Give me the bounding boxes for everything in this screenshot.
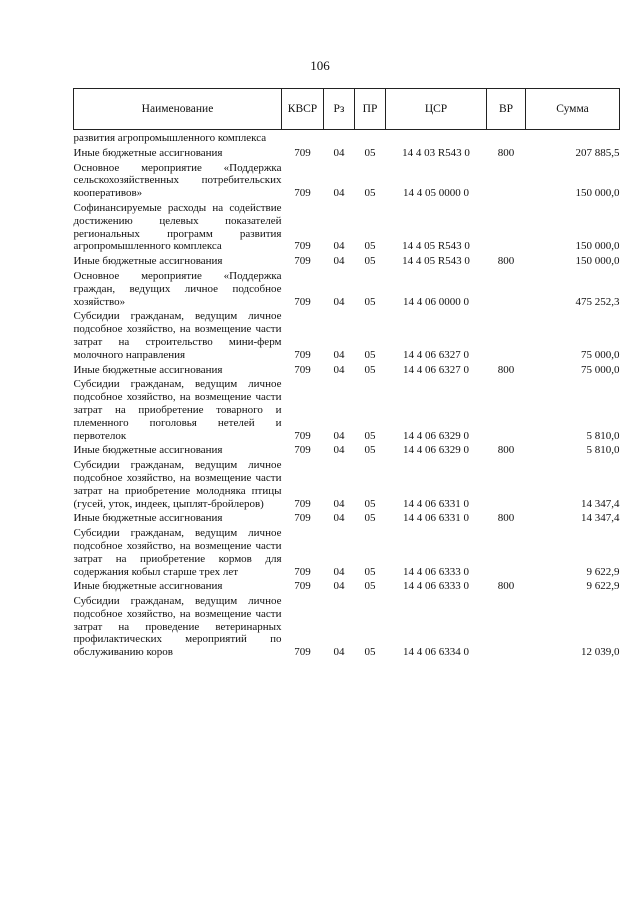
cell-kvsr: 709 [294, 363, 311, 376]
cell-amount: 207 885,5 [575, 146, 620, 159]
cell-name: Основное мероприятие «Поддержка сельскохозяйственных потребительских кооперативов» [73, 161, 282, 200]
cell-rz: 04 [333, 255, 345, 268]
cell-vr [487, 457, 526, 510]
cell-name: Иные бюджетные ассигнования [73, 363, 223, 376]
cell-kvsr: 709 [294, 255, 311, 268]
cell-pr: 05 [364, 348, 376, 361]
cell-amount: 150 000,0 [575, 255, 620, 268]
cell-kvsr: 709 [294, 240, 311, 253]
table-row [74, 130, 620, 145]
cell-pr: 05 [364, 497, 376, 510]
cell-name: Субсидии гражданам, ведущим личное подсобное хозяйство, на возмещение части затрат на приобретение товарного и племенного поголовья нетелей и первотелок [73, 378, 282, 442]
header-csr: ЦСР [386, 89, 487, 130]
table-row [74, 525, 620, 578]
cell-csr: 14 4 03 R543 0 [402, 146, 470, 159]
cell-amount: 150 000,0 [575, 187, 620, 200]
cell-vr: 800 [497, 512, 515, 525]
header-name: Наименование [74, 89, 282, 130]
cell-pr: 05 [364, 444, 376, 457]
cell-amount: 75 000,0 [581, 348, 620, 361]
cell-pr: 05 [364, 187, 376, 200]
page-number: 106 [310, 58, 330, 73]
cell-amount: 9 622,9 [586, 565, 620, 578]
cell-pr: 05 [364, 146, 376, 159]
cell-csr: 14 4 06 6334 0 [403, 646, 469, 659]
cell-vr: 800 [497, 444, 515, 457]
cell-pr: 05 [364, 646, 376, 659]
cell-csr: 14 4 06 6329 0 [403, 429, 469, 442]
cell-vr [487, 160, 526, 200]
cell-rz: 04 [333, 240, 345, 253]
header-amount: Сумма [526, 89, 620, 130]
cell-pr: 05 [364, 512, 376, 525]
table-header-row [74, 89, 620, 130]
cell-rz: 04 [333, 444, 345, 457]
budget-table [73, 88, 620, 659]
cell-amount: 475 252,3 [575, 295, 620, 308]
cell-rz: 04 [333, 295, 345, 308]
table-row [74, 308, 620, 361]
cell-vr [487, 593, 526, 659]
cell-name: Основное мероприятие «Поддержка граждан, ведущих личное подсобное хозяйство» [73, 269, 282, 308]
cell-rz: 04 [333, 580, 345, 593]
cell-name: Софинансируемые расходы на содействие достижению целевых показателей региональных программ развития агропромышленного комплекса [73, 201, 282, 253]
cell-amount: 5 810,0 [586, 429, 620, 442]
cell-rz: 04 [333, 497, 345, 510]
cell-name: Субсидии гражданам, ведущим личное подсобное хозяйство, на возмещение части затрат на приобретение кормов для содержания кобыл старше трех лет [73, 527, 282, 578]
cell-amount: 150 000,0 [575, 240, 620, 253]
cell-csr: 14 4 06 6329 0 [403, 444, 469, 457]
cell-rz: 04 [333, 565, 345, 578]
cell-kvsr: 709 [294, 444, 311, 457]
table-row [74, 510, 620, 525]
header-kvsr: КВСР [282, 89, 324, 130]
cell-name: Иные бюджетные ассигнования [73, 580, 223, 593]
cell-kvsr: 709 [294, 512, 311, 525]
cell-kvsr: 709 [294, 348, 311, 361]
cell-vr [487, 308, 526, 361]
cell-rz: 04 [333, 646, 345, 659]
cell-kvsr [282, 130, 324, 145]
cell-kvsr: 709 [294, 146, 311, 159]
cell-amount: 14 347,4 [581, 497, 620, 510]
cell-pr: 05 [364, 295, 376, 308]
cell-pr: 05 [364, 240, 376, 253]
header-pr: ПР [355, 89, 386, 130]
cell-pr: 05 [364, 580, 376, 593]
cell-name: Субсидии гражданам, ведущим личное подсобное хозяйство, на возмещение части затрат на приобретение молодняка птицы (гусей, уток, индеек, цыплят-бройлеров) [73, 459, 282, 510]
table-row [74, 200, 620, 253]
cell-name: Субсидии гражданам, ведущим личное подсобное хозяйство, на возмещение части затрат на проведение ветеринарных профилактических мероприятий по обслуживанию коров [73, 595, 282, 659]
cell-amount: 14 347,4 [581, 512, 620, 525]
cell-vr [487, 525, 526, 578]
cell-pr: 05 [364, 255, 376, 268]
cell-pr [355, 130, 386, 145]
cell-vr [487, 200, 526, 253]
cell-csr [386, 130, 487, 145]
table-row [74, 268, 620, 308]
cell-vr: 800 [497, 146, 515, 159]
cell-kvsr: 709 [294, 295, 311, 308]
table-body [74, 130, 620, 660]
cell-csr: 14 4 06 0000 0 [403, 295, 469, 308]
cell-vr [487, 130, 526, 145]
cell-vr: 800 [497, 255, 515, 268]
cell-csr: 14 4 06 6327 0 [403, 363, 469, 376]
table-row [74, 578, 620, 593]
cell-rz: 04 [333, 363, 345, 376]
cell-pr: 05 [364, 565, 376, 578]
cell-csr: 14 4 06 6327 0 [403, 348, 469, 361]
cell-vr [487, 268, 526, 308]
table-row [74, 362, 620, 377]
cell-amount: 75 000,0 [581, 363, 620, 376]
table-row [74, 145, 620, 160]
cell-vr: 800 [497, 580, 515, 593]
header-rz: Рз [324, 89, 355, 130]
table-row [74, 593, 620, 659]
cell-kvsr: 709 [294, 580, 311, 593]
header-vr: ВР [487, 89, 526, 130]
cell-amount: 5 810,0 [586, 444, 620, 457]
cell-vr [487, 376, 526, 442]
cell-name: Иные бюджетные ассигнования [73, 512, 223, 525]
cell-csr: 14 4 06 6333 0 [403, 580, 469, 593]
cell-amount [526, 130, 620, 145]
cell-name: Субсидии гражданам, ведущим личное подсобное хозяйство, на возмещение части затрат на строительство мини-ферм молочного направления [73, 310, 282, 361]
cell-rz [324, 130, 355, 145]
cell-csr: 14 4 06 6333 0 [403, 565, 469, 578]
table-row [74, 160, 620, 200]
cell-amount: 9 622,9 [586, 580, 620, 593]
cell-name: Иные бюджетные ассигнования [73, 255, 223, 268]
cell-name: Иные бюджетные ассигнования [73, 444, 223, 457]
cell-name: Иные бюджетные ассигнования [73, 146, 223, 159]
cell-pr: 05 [364, 429, 376, 442]
cell-rz: 04 [333, 512, 345, 525]
cell-vr: 800 [497, 363, 515, 376]
cell-csr: 14 4 05 R543 0 [402, 255, 470, 268]
cell-kvsr: 709 [294, 497, 311, 510]
cell-kvsr: 709 [294, 429, 311, 442]
cell-kvsr: 709 [294, 187, 311, 200]
table-row [74, 253, 620, 268]
cell-kvsr: 709 [294, 565, 311, 578]
cell-csr: 14 4 05 R543 0 [402, 240, 470, 253]
table-row [74, 442, 620, 457]
cell-rz: 04 [333, 187, 345, 200]
cell-kvsr: 709 [294, 646, 311, 659]
cell-rz: 04 [333, 348, 345, 361]
table-row [74, 457, 620, 510]
cell-amount: 12 039,0 [581, 646, 620, 659]
cell-csr: 14 4 06 6331 0 [403, 512, 469, 525]
table-row [74, 376, 620, 442]
cell-rz: 04 [333, 146, 345, 159]
cell-csr: 14 4 05 0000 0 [403, 187, 469, 200]
cell-pr: 05 [364, 363, 376, 376]
cell-rz: 04 [333, 429, 345, 442]
cell-csr: 14 4 06 6331 0 [403, 497, 469, 510]
cell-name: развития агропромышленного комплекса [73, 132, 267, 144]
